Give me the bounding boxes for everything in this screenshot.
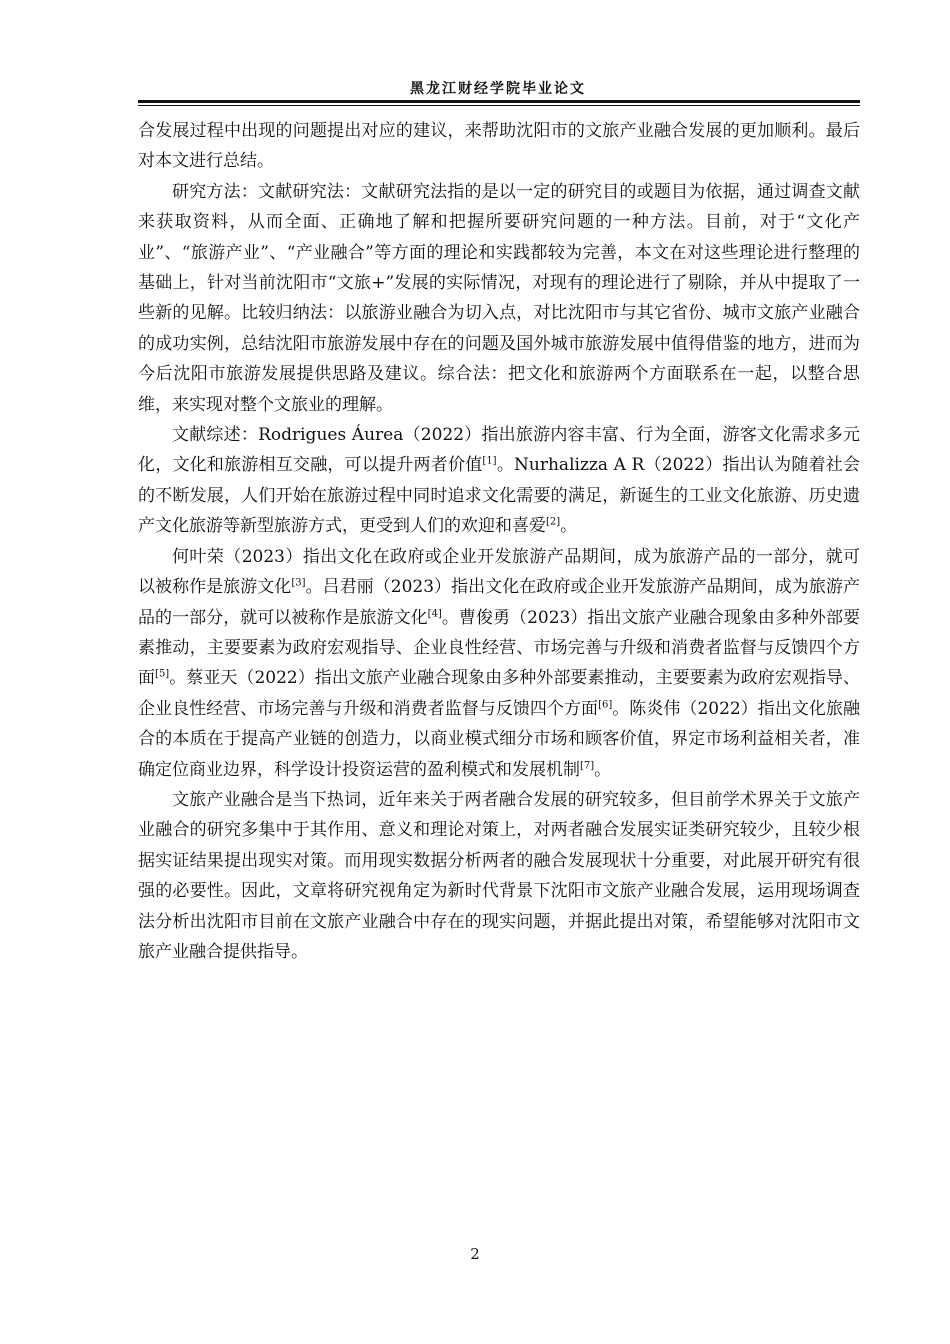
body-paragraph — [138, 785, 860, 967]
paragraph-text: 。Nurhalizza A R（2022）指出认为随着社会的不断发展，人们开始在旅游过程中同时追求文化需要的满足，新诞生的工业文化旅游、历史遗产文化旅游等新型旅游方式，更受到人们的欢迎和喜爱 — [138, 455, 861, 537]
body-paragraph — [138, 542, 860, 785]
citation-marker: [3] — [291, 577, 306, 589]
citation-marker: [5] — [155, 668, 170, 680]
paragraph-text: 研究方法：文献研究法：文献研究法指的是以一定的研究目的或题目为依据，通过调查文献来获取资料，从而全面、正确地了解和把握所要研究问题的一种方法。目前，对于“文化产业”、“旅游产业”、“产业融合”等方面的理论和实践都较为完善，本文在对这些理论进行整理的基础上，针对当前沈阳市“文旅+”发展的实际情况，对现有的理论进行了剔除，并从中提取了一些新的见解。比较归纳法：以旅游业融合为切入点，对比沈阳市与其它省份、城市文旅产业融合的成功实例，总结沈阳市旅游发展中存在的问题及国外城市旅游发展中值得借鉴的地方，进而为今后沈阳市旅游发展提供思路及建议。综合法：把文化和旅游两个方面联系在一起，以整合思维，来实现对整个文旅业的理解。 — [138, 181, 860, 415]
body-paragraph — [138, 420, 860, 542]
citation-marker: [1] — [482, 455, 497, 467]
paragraph-text: 何叶荣（2023）指出文化在政府或企业开发旅游产品期间，成为旅游产品的一部分，就可以被称作是旅游文化 — [138, 546, 860, 598]
citation-marker: [7] — [580, 759, 595, 771]
citation-marker: [6] — [598, 699, 613, 711]
paragraph-text: 文献综述：Rodrigues Áurea（2022）指出旅游内容丰富、行为全面，游客文化需求多元化，文化和旅游相互交融，可以提升两者价值 — [138, 425, 860, 476]
paragraph-text: 。蔡亚天（2022）指出文旅产业融合现象由多种外部要素推动，主要要素为政府宏观指导、企业良性经营、市场完善与升级和消费者监督与反馈四个方面 — [138, 668, 861, 719]
paragraph-text: 文旅产业融合是当下热词，近年来关于两者融合发展的研究较多，但目前学术界关于文旅产业融合的研究多集中于其作用、意义和理论对策上，对两者融合发展实证类研究较少，且较少根据实证结果提出现实对策。而用现实数据分析两者的融合发展现状十分重要，对此展开研究有很强的必要性。因此，文章将研究视角定为新时代背景下沈阳市文旅产业融合发展，运用现场调查法分析出沈阳市目前在文旅产业融合中存在的现实问题，并据此提出对策，希望能够对沈阳市文旅产业融合提供指导。 — [138, 789, 860, 962]
header-rule-thin — [138, 105, 860, 106]
paragraph-text: 。 — [560, 516, 578, 537]
citation-marker: [4] — [427, 607, 442, 619]
paragraph-text: 。 — [594, 759, 612, 780]
paragraph-text: 。陈炎伟（2022）指出文化旅融合的本质在于提高产业链的创造力，以商业模式细分市场和顾客价值，界定市场利益相关者，准确定位商业边界，科学设计投资运营的盈利模式和发展机制 — [138, 698, 861, 780]
paragraph-text: 合发展过程中出现的问题提出对应的建议，来帮助沈阳市的文旅产业融合发展的更加顺利。最后对本文进行总结。 — [138, 121, 860, 172]
citation-marker: [2] — [546, 516, 561, 528]
body-text — [138, 116, 860, 967]
running-header-title: 黑龙江财经学院毕业论文 — [410, 81, 586, 97]
body-paragraph — [138, 116, 860, 177]
header-rule-thick — [138, 100, 860, 103]
paragraph-text: 。吕君丽（2023）指出文化在政府或企业开发旅游产品期间，成为旅游产品的一部分，就可以被称作是旅游文化 — [138, 577, 861, 628]
page-number: 2 — [470, 1245, 480, 1263]
body-paragraph — [138, 177, 860, 420]
paragraph-text: 。曹俊勇（2023）指出文旅产业融合现象由多种外部要素推动，主要要素为政府宏观指导、企业良性经营、市场完善与升级和消费者监督与反馈四个方面 — [138, 607, 861, 689]
